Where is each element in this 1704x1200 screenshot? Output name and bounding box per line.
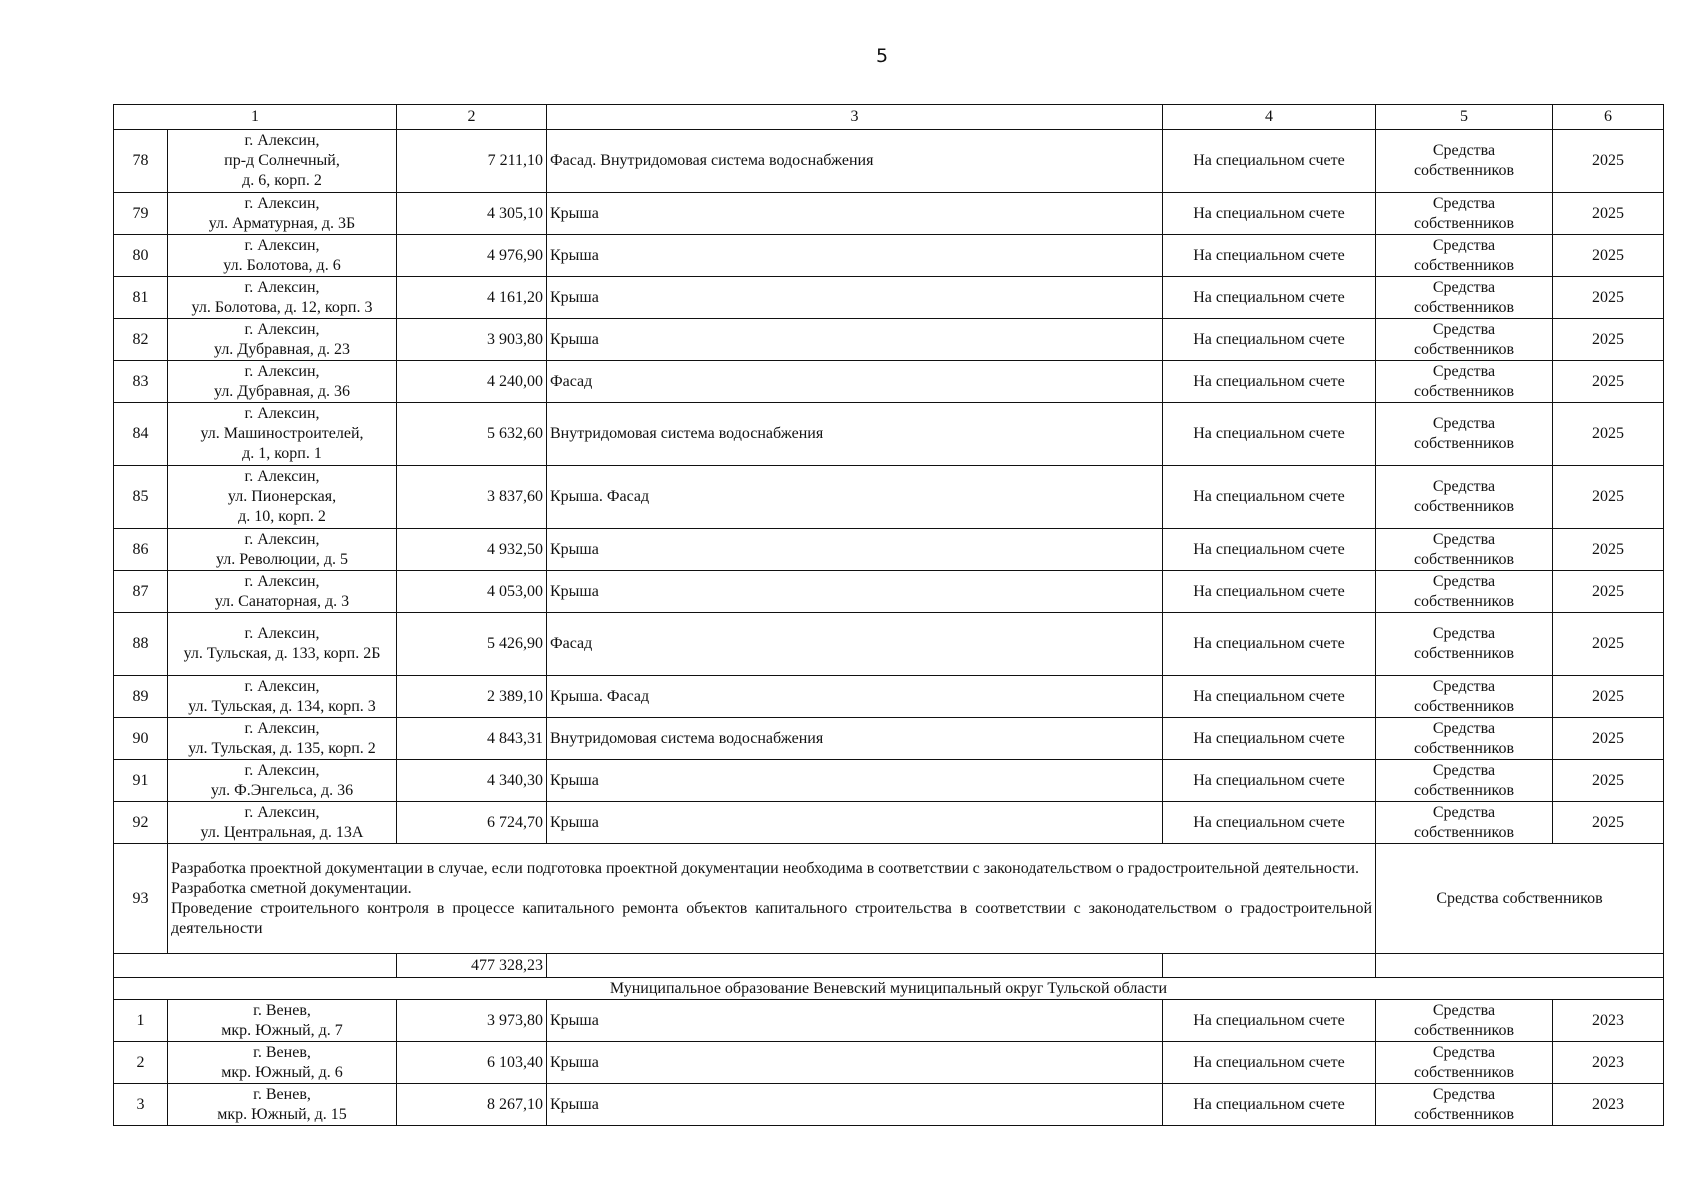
funding-line: Средства [1432, 625, 1496, 642]
funding-cell [1376, 760, 1553, 802]
section-title: Муниципальное образование Веневский муниципальный округ Тульской области [114, 978, 1664, 1000]
funding-line: Средства [1432, 1043, 1496, 1061]
cost-cell: 3 903,80 [397, 319, 547, 361]
table-row [114, 466, 1664, 529]
account-cell: На специальном счете [1163, 403, 1376, 466]
row-number: 3 [114, 1084, 168, 1126]
total-cost: 477 328,23 [397, 954, 547, 978]
account-cell: На специальном счете [1163, 277, 1376, 319]
funding-line: Средства [1432, 278, 1496, 296]
funding-cell [1376, 277, 1553, 319]
account-cell: На специальном счете [1163, 760, 1376, 802]
address-cell [168, 613, 397, 676]
account-cell: На специальном счете [1163, 529, 1376, 571]
funding-line: Средства [1432, 1085, 1496, 1103]
row-number: 89 [114, 676, 168, 718]
row-number: 83 [114, 361, 168, 403]
empty-cell [547, 954, 1163, 978]
header-row [114, 105, 1664, 130]
header-cell: 3 [547, 105, 1163, 130]
address-cell [168, 1084, 397, 1126]
cost-cell: 3 837,60 [397, 466, 547, 529]
account-cell: На специальном счете [1163, 235, 1376, 277]
address-line: ул. Дубравная, д. 23 [214, 340, 350, 358]
funding-line: Средства [1432, 320, 1496, 338]
account-cell: На специальном счете [1163, 1084, 1376, 1126]
row-number: 87 [114, 571, 168, 613]
address-line: мкр. Южный, д. 6 [221, 1063, 343, 1081]
year-cell: 2025 [1553, 361, 1664, 403]
description-paragraph: Проведение строительного контроля в процессе капитального ремонта объектов капитального строительства в соответствии с законодательством о градостроительной деятельности [171, 899, 1372, 937]
table-row [114, 529, 1664, 571]
cost-cell: 7 211,10 [397, 130, 547, 193]
account-cell: На специальном счете [1163, 802, 1376, 844]
address-line: ул. Революции, д. 5 [215, 550, 349, 568]
table-row [114, 676, 1664, 718]
empty-cell [1376, 954, 1664, 978]
total-row [114, 954, 1664, 978]
table-row [114, 319, 1664, 361]
address-line: ул. Пионерская, [227, 488, 337, 505]
address-cell [168, 802, 397, 844]
header-cell: 5 [1376, 105, 1553, 130]
works-cell: Крыша [547, 571, 1163, 613]
table-row [114, 361, 1664, 403]
works-cell: Крыша [547, 319, 1163, 361]
funding-line: Средства [1432, 572, 1496, 590]
works-cell: Крыша [547, 1000, 1163, 1042]
funding-cell: Средства собственников [1376, 844, 1664, 954]
funding-line: Средства [1432, 478, 1496, 495]
account-cell: На специальном счете [1163, 319, 1376, 361]
address-line: г. Венев, [253, 1043, 311, 1061]
address-line: д. 10, корп. 2 [238, 508, 326, 525]
year-cell: 2025 [1553, 319, 1664, 361]
year-cell: 2023 [1553, 1042, 1664, 1084]
address-line: ул. Тульская, д. 133, корп. 2Б [183, 645, 381, 662]
address-cell [168, 361, 397, 403]
address-cell [168, 277, 397, 319]
row-number: 81 [114, 277, 168, 319]
row-number: 78 [114, 130, 168, 193]
cost-cell: 4 305,10 [397, 193, 547, 235]
cost-cell: 6 103,40 [397, 1042, 547, 1084]
works-cell: Крыша [547, 529, 1163, 571]
table-row [114, 193, 1664, 235]
address-line: пр-д Солнечный, [224, 152, 340, 169]
cost-cell: 4 976,90 [397, 235, 547, 277]
funding-line: собственников [1413, 162, 1515, 179]
funding-line: собственников [1413, 340, 1515, 358]
address-line: г. Алексин, [244, 761, 320, 779]
funding-line: собственников [1413, 214, 1515, 232]
header-cell: 4 [1163, 105, 1376, 130]
funding-line: Средства [1432, 530, 1496, 548]
year-cell: 2025 [1553, 718, 1664, 760]
account-cell: На специальном счете [1163, 1000, 1376, 1042]
address-cell [168, 235, 397, 277]
year-cell: 2025 [1553, 193, 1664, 235]
works-cell: Внутридомовая система водоснабжения [547, 718, 1163, 760]
funding-line: собственников [1413, 256, 1515, 274]
works-cell: Фасад [547, 361, 1163, 403]
address-line: г. Алексин, [244, 677, 320, 695]
funding-cell [1376, 466, 1553, 529]
address-line: ул. Машиностроителей, [200, 425, 364, 442]
works-cell: Крыша. Фасад [547, 676, 1163, 718]
funding-line: Средства [1432, 1001, 1496, 1019]
funding-line: собственников [1413, 298, 1515, 316]
funding-line: Средства [1432, 415, 1496, 432]
works-cell: Крыша. Фасад [547, 466, 1163, 529]
table-row [114, 760, 1664, 802]
table-row [114, 1042, 1664, 1084]
funding-cell [1376, 718, 1553, 760]
cost-cell: 8 267,10 [397, 1084, 547, 1126]
description-paragraph: Разработка сметной документации. [171, 879, 412, 897]
table-row [114, 235, 1664, 277]
funding-line: собственников [1413, 550, 1515, 568]
page-number: 5 [875, 45, 889, 67]
row-number: 92 [114, 802, 168, 844]
year-cell: 2023 [1553, 1084, 1664, 1126]
cost-cell: 2 389,10 [397, 676, 547, 718]
funding-line: собственников [1413, 1063, 1515, 1081]
funding-line: собственников [1413, 382, 1515, 400]
year-cell: 2025 [1553, 802, 1664, 844]
row-number: 84 [114, 403, 168, 466]
year-cell: 2023 [1553, 1000, 1664, 1042]
address-line: г. Алексин, [244, 719, 320, 737]
address-cell [168, 319, 397, 361]
cost-cell: 5 426,90 [397, 613, 547, 676]
address-line: д. 1, корп. 1 [242, 445, 322, 462]
funding-line: собственников [1413, 781, 1515, 799]
table-row [114, 1000, 1664, 1042]
account-cell: На специальном счете [1163, 571, 1376, 613]
account-cell: На специальном счете [1163, 466, 1376, 529]
works-cell: Крыша [547, 1042, 1163, 1084]
address-cell [168, 130, 397, 193]
address-cell [168, 676, 397, 718]
funding-line: собственников [1413, 1105, 1515, 1123]
address-line: г. Алексин, [244, 572, 320, 590]
funding-cell [1376, 235, 1553, 277]
year-cell: 2025 [1553, 529, 1664, 571]
funding-cell [1376, 130, 1553, 193]
year-cell: 2025 [1553, 676, 1664, 718]
cost-cell: 4 340,30 [397, 760, 547, 802]
works-cell: Крыша [547, 760, 1163, 802]
address-line: г. Алексин, [244, 625, 320, 642]
funding-cell [1376, 1042, 1553, 1084]
address-line: мкр. Южный, д. 7 [221, 1021, 343, 1039]
funding-line: Средства [1432, 761, 1496, 779]
funding-line: Средства [1432, 194, 1496, 212]
table-row [114, 277, 1664, 319]
address-cell [168, 403, 397, 466]
year-cell: 2025 [1553, 571, 1664, 613]
address-cell [168, 1042, 397, 1084]
funding-line: собственников [1413, 645, 1515, 662]
table-row [114, 718, 1664, 760]
funding-cell [1376, 361, 1553, 403]
funding-cell [1376, 1084, 1553, 1126]
funding-line: Средства [1432, 719, 1496, 737]
year-cell: 2025 [1553, 613, 1664, 676]
account-cell: На специальном счете [1163, 613, 1376, 676]
header-cell: 2 [397, 105, 547, 130]
header-cell: 6 [1553, 105, 1664, 130]
table-row [114, 571, 1664, 613]
works-cell: Фасад. Внутридомовая система водоснабжения [547, 130, 1163, 193]
empty-cell [114, 954, 397, 978]
funding-line: собственников [1413, 823, 1515, 841]
cost-cell: 6 724,70 [397, 802, 547, 844]
funding-cell [1376, 529, 1553, 571]
address-line: ул. Дубравная, д. 36 [214, 382, 350, 400]
year-cell: 2025 [1553, 130, 1664, 193]
address-line: г. Алексин, [244, 132, 320, 149]
row-number: 2 [114, 1042, 168, 1084]
address-line: г. Алексин, [244, 278, 320, 296]
address-cell [168, 760, 397, 802]
works-cell: Крыша [547, 277, 1163, 319]
address-line: г. Алексин, [244, 803, 320, 821]
funding-cell [1376, 802, 1553, 844]
address-cell [168, 571, 397, 613]
address-cell [168, 466, 397, 529]
year-cell: 2025 [1553, 235, 1664, 277]
funding-line: Средства [1432, 362, 1496, 380]
funding-line: Средства [1432, 236, 1496, 254]
address-line: ул. Центральная, д. 13А [200, 823, 364, 841]
row-number: 90 [114, 718, 168, 760]
funding-line: Средства [1432, 803, 1496, 821]
row-number: 91 [114, 760, 168, 802]
empty-cell [1163, 954, 1376, 978]
address-line: ул. Болотова, д. 12, корп. 3 [191, 298, 373, 316]
funding-cell [1376, 193, 1553, 235]
works-cell: Крыша [547, 802, 1163, 844]
account-cell: На специальном счете [1163, 193, 1376, 235]
address-line: г. Алексин, [244, 320, 320, 338]
funding-cell [1376, 571, 1553, 613]
funding-line: Средства [1432, 677, 1496, 695]
works-cell: Крыша [547, 235, 1163, 277]
funding-cell [1376, 676, 1553, 718]
account-cell: На специальном счете [1163, 718, 1376, 760]
row-number: 85 [114, 466, 168, 529]
address-line: г. Алексин, [244, 194, 320, 212]
cost-cell: 4 161,20 [397, 277, 547, 319]
address-line: г. Алексин, [244, 236, 320, 254]
account-cell: На специальном счете [1163, 676, 1376, 718]
table-row [114, 802, 1664, 844]
table-row [114, 613, 1664, 676]
table-row [114, 403, 1664, 466]
funding-cell [1376, 1000, 1553, 1042]
table-row-93 [114, 844, 1664, 954]
cost-cell: 4 932,50 [397, 529, 547, 571]
address-cell [168, 193, 397, 235]
account-cell: На специальном счете [1163, 361, 1376, 403]
funding-line: собственников [1413, 697, 1515, 715]
year-cell: 2025 [1553, 403, 1664, 466]
row-number: 93 [114, 844, 168, 954]
cost-cell: 4 240,00 [397, 361, 547, 403]
works-cell: Фасад [547, 613, 1163, 676]
cost-cell: 3 973,80 [397, 1000, 547, 1042]
row-number: 79 [114, 193, 168, 235]
row-number: 80 [114, 235, 168, 277]
year-cell: 2025 [1553, 466, 1664, 529]
address-cell [168, 718, 397, 760]
funding-line: Средства [1432, 142, 1496, 159]
description-paragraph: Разработка проектной документации в случае, если подготовка проектной документации необходима в соответствии с законодательством о градостроительной деятельности. [171, 859, 1359, 877]
row-number: 82 [114, 319, 168, 361]
address-line: г. Алексин, [244, 530, 320, 548]
funding-line: собственников [1413, 592, 1515, 610]
address-cell [168, 1000, 397, 1042]
address-line: г. Венев, [253, 1001, 311, 1019]
cost-cell: 4 053,00 [397, 571, 547, 613]
account-cell: На специальном счете [1163, 130, 1376, 193]
funding-line: собственников [1413, 498, 1515, 515]
address-line: ул. Тульская, д. 135, корп. 2 [188, 739, 376, 757]
address-line: ул. Санаторная, д. 3 [214, 592, 350, 610]
row-number: 86 [114, 529, 168, 571]
funding-cell [1376, 319, 1553, 361]
address-line: г. Алексин, [244, 405, 320, 422]
address-line: г. Алексин, [244, 468, 320, 485]
address-line: ул. Ф.Энгельса, д. 36 [210, 781, 354, 799]
address-line: ул. Болотова, д. 6 [223, 256, 341, 274]
table-body [114, 105, 1664, 1126]
year-cell: 2025 [1553, 760, 1664, 802]
table-row [114, 1084, 1664, 1126]
table-row [114, 130, 1664, 193]
address-line: д. 6, корп. 2 [242, 172, 322, 189]
account-cell: На специальном счете [1163, 1042, 1376, 1084]
funding-cell [1376, 613, 1553, 676]
capital-repair-table [113, 104, 1664, 1126]
section-row [114, 978, 1664, 1000]
funding-line: собственников [1413, 435, 1515, 452]
address-line: г. Алексин, [244, 362, 320, 380]
header-cell: 1 [114, 105, 397, 130]
cost-cell: 4 843,31 [397, 718, 547, 760]
row-number: 88 [114, 613, 168, 676]
address-line: ул. Тульская, д. 134, корп. 3 [188, 697, 376, 715]
works-cell: Крыша [547, 1084, 1163, 1126]
funding-cell [1376, 403, 1553, 466]
funding-line: собственников [1413, 739, 1515, 757]
works-description [168, 844, 1376, 954]
funding-line: собственников [1413, 1021, 1515, 1039]
year-cell: 2025 [1553, 277, 1664, 319]
row-number: 1 [114, 1000, 168, 1042]
address-line: г. Венев, [253, 1085, 311, 1103]
cost-cell: 5 632,60 [397, 403, 547, 466]
address-line: ул. Арматурная, д. 3Б [208, 214, 356, 232]
address-cell [168, 529, 397, 571]
address-line: мкр. Южный, д. 15 [217, 1105, 347, 1123]
works-cell: Крыша [547, 193, 1163, 235]
works-cell: Внутридомовая система водоснабжения [547, 403, 1163, 466]
